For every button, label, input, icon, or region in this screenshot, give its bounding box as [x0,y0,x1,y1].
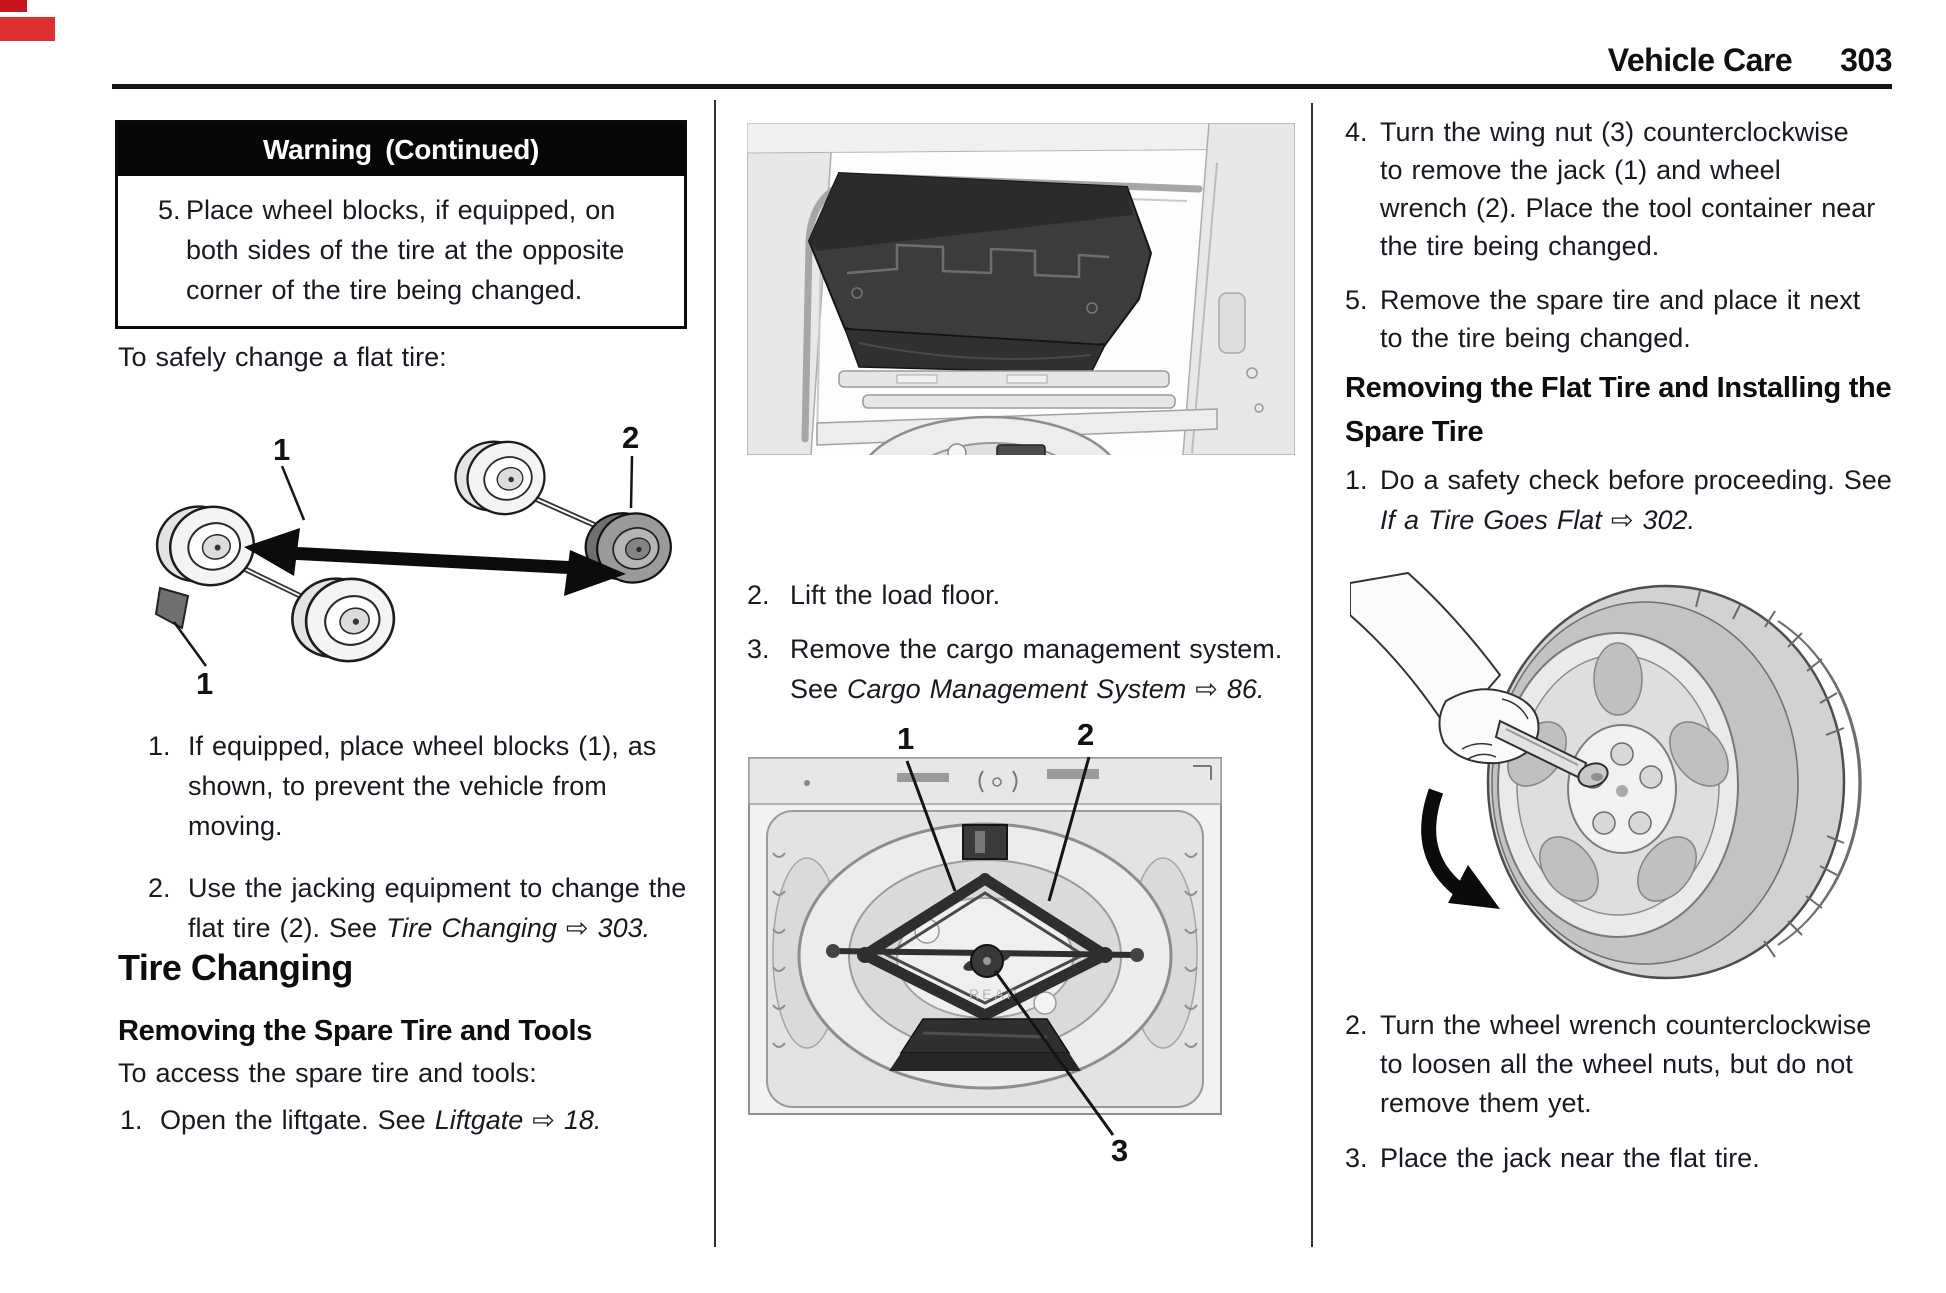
warning-line: both sides of the tire at the opposite [186,235,625,265]
warning-line: corner of the tire being changed. [186,275,583,305]
callout-label-1: 1 [273,432,291,467]
cross-reference: If a Tire Goes Flat ⇨ 302. [1380,505,1696,535]
step-line: Do a safety check before proceeding. See [1380,465,1892,495]
step-line: to remove the jack (1) and wheel [1380,155,1781,185]
figure-wheel-wrench [1350,553,1890,993]
step-number: 3. [1345,1143,1368,1173]
step-line: Lift the load floor. [790,580,1001,610]
subsection-title-left: Removing the Spare Tire and Tools [118,1015,593,1047]
list-item [1345,281,1905,357]
callout-label-2: 2 [1077,717,1095,752]
step-line: Remove the spare tire and place it next [1380,285,1861,315]
left-step-list-2 [118,1100,698,1140]
right-step-list-top [1345,113,1905,373]
step-number: 1. [120,1105,143,1135]
step-line: Turn the wing nut (3) counterclockwise [1380,117,1849,147]
step-line: Open the liftgate. See Liftgate ⇨ 18. [160,1105,602,1135]
step-number: 2. [148,873,171,903]
warning-step-number: 5. [158,195,181,225]
middle-step-list [747,575,1327,723]
subsection-title-right: Removing the Flat Tire and Installing the Spare Tire [1345,372,1892,448]
figure-cargo-area [747,123,1295,455]
list-item [118,1100,698,1140]
scan-mark-top [0,0,27,12]
list-item [747,629,1327,709]
page-header [1608,42,1892,79]
trunk-top-rail [749,758,1221,804]
header-section-title: Vehicle Care [1607,42,1793,78]
step-line: remove them yet. [1380,1088,1592,1118]
step-number: 1. [1345,465,1368,495]
header-rule [112,84,1892,89]
callout-label-1b: 1 [196,666,214,698]
list-item [118,868,698,948]
scan-mark-bottom [0,17,55,41]
step-number: 3. [747,634,770,664]
right-step-list-bottom [1345,1006,1905,1194]
step-line: to the tire being changed. [1380,323,1691,353]
step-line: the tire being changed. [1380,231,1660,261]
step-line: wrench (2). Place the tool container near [1380,193,1876,223]
list-item [118,726,698,846]
callout-label-1: 1 [897,721,915,756]
step-number: 4. [1345,117,1368,147]
left-step-list [118,726,698,970]
callout-label-2: 2 [622,420,640,455]
figure-wheel-blocks [118,398,693,698]
cross-reference: Cargo Management System ⇨ 86. [847,674,1265,704]
intro-access-tools: To access the spare tire and tools: [118,1058,537,1088]
step-line: flat tire (2). See Tire Changing ⇨ 303. [188,913,651,943]
section-title: Tire Changing [118,947,353,988]
column-divider-left [714,100,716,1247]
callout-label-3: 3 [1111,1133,1129,1168]
block-wedge [156,588,188,628]
step-line: See Cargo Management System ⇨ 86. [790,674,1265,704]
step-number: 5. [1345,285,1368,315]
step-line: If equipped, place wheel blocks (1), as [188,731,657,761]
cargo-tool-tray [809,173,1151,373]
step-line: to loosen all the wheel nuts, but do not [1380,1049,1853,1079]
step-line: Remove the cargo management system. [790,634,1283,664]
list-item [1345,1006,1905,1123]
step-line: Use the jacking equipment to change the [188,873,687,903]
step-line: Turn the wheel wrench counterclockwise [1380,1010,1872,1040]
warning-body [118,176,684,326]
list-item [1345,460,1905,540]
warning-title: Warning (Continued) [118,123,684,176]
header-page-number: 303 [1840,42,1892,78]
step-line: shown, to prevent the vehicle from [188,771,607,801]
warning-step [118,190,676,310]
step-number: 2. [747,580,770,610]
list-item [1345,113,1905,265]
figure-spare-tire-well [747,703,1295,1168]
cross-reference: Liftgate ⇨ 18. [434,1105,602,1135]
step-number: 2. [1345,1010,1368,1040]
step-line: Place the jack near the flat tire. [1380,1143,1760,1173]
wheel-block-pair-left [149,494,403,675]
right-step-list-mid [1345,460,1905,556]
step-line [1380,500,1905,540]
intro-flat-tire: To safely change a flat tire: [118,342,447,372]
list-item [747,575,1327,615]
warning-line: Place wheel blocks, if equipped, on [186,195,616,225]
list-item [1345,1139,1905,1178]
step-line: moving. [188,811,283,841]
rear-stamp-label: REAR [969,986,1020,1002]
step-number: 1. [148,731,171,761]
cross-reference: Tire Changing ⇨ 303. [386,913,651,943]
tire [1488,586,1861,978]
double-arrow-icon [244,528,626,596]
warning-box [115,120,687,329]
